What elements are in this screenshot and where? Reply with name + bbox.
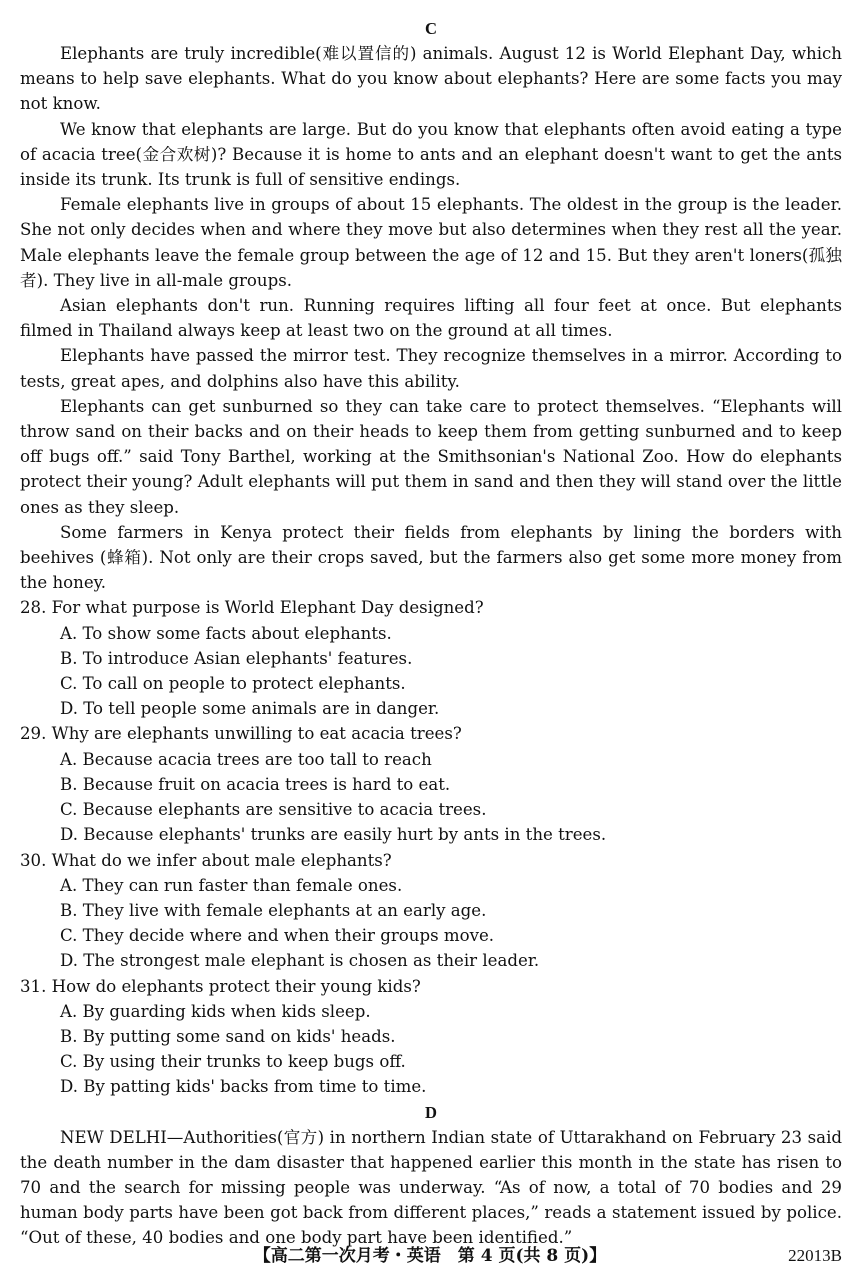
- question-stem: 31. How do elephants protect their young kids?: [20, 976, 421, 996]
- footer-exam-code: 22013B: [788, 1246, 842, 1265]
- section-c-heading: C: [425, 19, 437, 38]
- passage-paragraph: Asian elephants don't run. Running requires lifting all four feet at once. But elephants filmed in Thailand always keep at least two on the ground at all times.: [20, 296, 842, 341]
- answer-option-b: B. Because fruit on acacia trees is hard to eat.: [60, 774, 451, 794]
- answer-option-c: C. They decide where and when their groups move.: [60, 926, 495, 946]
- footer-title: 【高二第一次月考・英语 第 4 页(共 8 页)】: [253, 1246, 607, 1266]
- question-28: [20, 595, 842, 721]
- passage-paragraph: Elephants are truly incredible(难以置信的) animals. August 12 is World Elephant Day, which means to help save elephants. What do you know about elephants? Here are some facts you may not know.: [20, 44, 842, 114]
- answer-option-b: B. To introduce Asian elephants' features.: [60, 648, 413, 668]
- passage-paragraph: Elephants have passed the mirror test. They recognize themselves in a mirror. According to tests, great apes, and dolphins also have this ability.: [20, 346, 842, 391]
- question-30: [20, 848, 842, 974]
- passage-paragraph: We know that elephants are large. But do you know that elephants often avoid eating a type of acacia tree(金合欢树)? Because it is home to ants and an elephant doesn't want to get the ants inside its trunk. Its trunk is full of sensitive endings.: [20, 119, 842, 190]
- answer-option-b: B. They live with female elephants at an early age.: [60, 900, 487, 920]
- passage-paragraph: Elephants can get sunburned so they can take care to protect themselves. “Elephants will throw sand on their backs and on their heads to keep them from getting sunburned and to keep off bugs off.” said Tony Barthel, working at the Smithsonian's National Zoo. How do elephants protect their young? Adult elephants will put them in sand and then they will stand over the little ones as they sleep.: [20, 396, 842, 517]
- section-d-heading: D: [425, 1102, 437, 1122]
- answer-option-a: A. Because acacia trees are too tall to reach: [60, 749, 432, 769]
- passage-paragraph: Female elephants live in groups of about 15 elephants. The oldest in the group is the leader. She not only decides when and where they move but also determines when they rest all the year. Male elephants leave the female group between the age of 12 and 15. But they aren't loners(孤独者). They live in all-male groups.: [20, 195, 842, 290]
- answer-option-b: B. By putting some sand on kids' heads.: [60, 1026, 396, 1046]
- question-stem: 30. What do we infer about male elephants?: [20, 850, 392, 870]
- passage-paragraph: Some farmers in Kenya protect their fields from elephants by lining the borders with beehives (蜂箱). Not only are their crops saved, but the farmers also get some more money from the honey.: [20, 522, 842, 593]
- page-content: [20, 16, 842, 1251]
- answer-option-a: A. By guarding kids when kids sleep.: [60, 1001, 371, 1021]
- section-d-passage: [20, 1125, 842, 1251]
- answer-option-d: D. Because elephants' trunks are easily hurt by ants in the trees.: [60, 825, 607, 845]
- passage-paragraph: NEW DELHI—Authorities(官方) in northern Indian state of Uttarakhand on February 23 said the death number in the dam disaster that happened earlier this month in the state has risen to 70 and the search for missing people was underway. “As of now, a total of 70 bodies and 29 human body parts have been got back from different places,” reads a statement issued by police. “Out of these, 40 bodies and one body part have been identified.”: [20, 1127, 842, 1248]
- question-29: [20, 721, 842, 847]
- question-stem: 29. Why are elephants unwilling to eat acacia trees?: [20, 724, 462, 744]
- answer-option-a: A. To show some facts about elephants.: [60, 623, 392, 643]
- page-footer: [0, 1243, 860, 1269]
- question-stem: 28. For what purpose is World Elephant Day designed?: [20, 598, 484, 618]
- answer-option-c: C. By using their trunks to keep bugs off.: [60, 1052, 406, 1072]
- answer-option-c: C. Because elephants are sensitive to acacia trees.: [60, 800, 487, 820]
- section-c-passage: [20, 41, 842, 595]
- answer-option-d: D. To tell people some animals are in danger.: [60, 699, 440, 719]
- question-31: [20, 974, 842, 1100]
- answer-option-d: D. The strongest male elephant is chosen as their leader.: [60, 951, 540, 971]
- answer-option-c: C. To call on people to protect elephants.: [60, 674, 406, 694]
- answer-option-a: A. They can run faster than female ones.: [60, 875, 403, 895]
- answer-option-d: D. By patting kids' backs from time to time.: [60, 1077, 427, 1097]
